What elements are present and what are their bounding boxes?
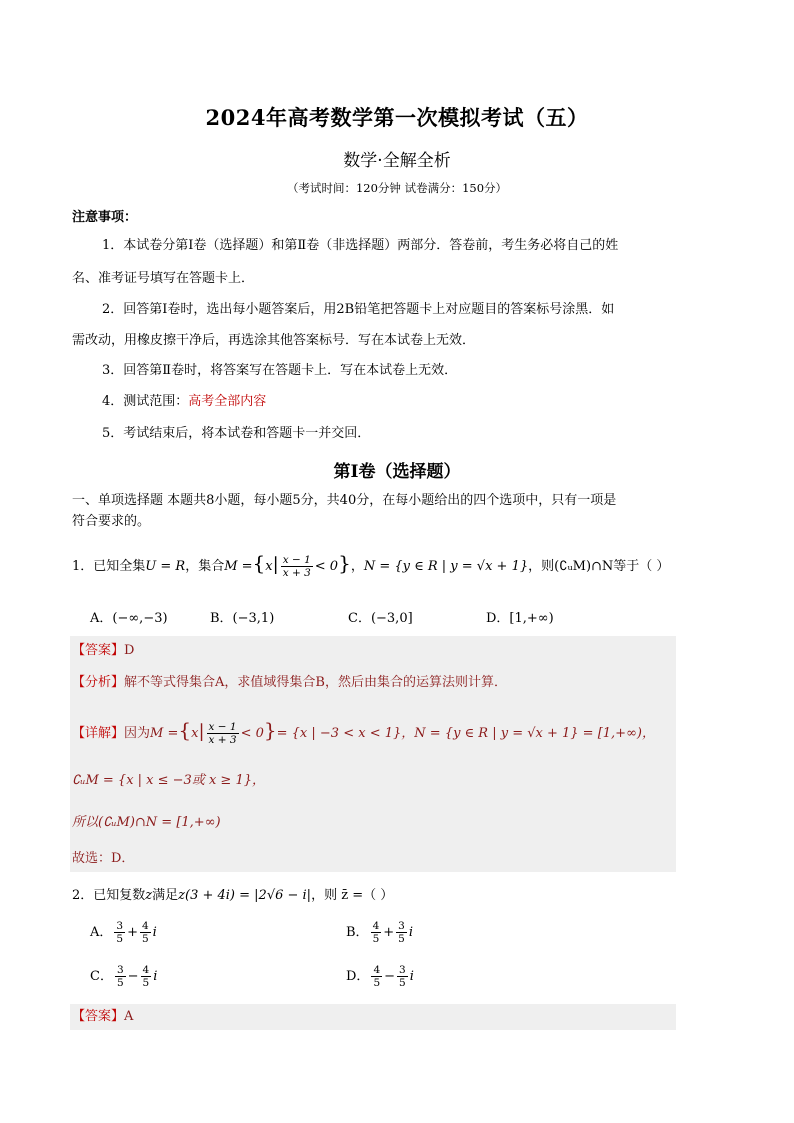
q2-option-b-op: + [383, 925, 395, 940]
test-scope: 高考全部内容 [188, 394, 267, 409]
q2-option-b-label: B． [346, 925, 369, 940]
q1-option-a: A．(−∞,−3) [90, 611, 168, 626]
note-item-1-line-1: 1．本试卷分第Ⅰ卷（选择题）和第Ⅱ卷（非选择题）两部分．答卷前，考生务必将自己的姓 [102, 238, 619, 253]
note-item-1-line-2: 名、准考证号填写在答题卡上． [72, 271, 255, 286]
q1-answer-value: D [124, 643, 135, 658]
q1-detail-fraction-den: x + 3 [208, 734, 237, 746]
q1-set-m-prefix: ，集合 [185, 559, 225, 574]
q1-brace-close: } [338, 551, 351, 575]
q1-detail-prefix: 因为 [124, 726, 151, 741]
q2-option-b-den-1: 5 [372, 933, 380, 945]
q1-analysis-text: 解不等式得集合A，求值域得集合B，然后由集合的运算法则计算． [124, 675, 507, 690]
section-intro-line-1: 一、单项选择题 本题共8小题，每小题5分，共40分，在每小题给出的四个选项中，只有一项是 [72, 493, 617, 508]
q2-option-d-frac-2 [397, 964, 408, 989]
q1-solution-block [70, 636, 676, 872]
q1-detail-ineq: < 0 [240, 726, 264, 741]
exam-time-info: （考试时间：120分钟 试卷满分：150分） [286, 181, 508, 195]
q2-option-d [346, 964, 414, 989]
q2-option-c-frac-2 [141, 964, 152, 989]
note-item-4 [102, 392, 712, 412]
q2-option-c-i: i [153, 969, 158, 984]
q1-detail-mid: = {x | −3 < x < 1}， [276, 726, 415, 741]
q2-stem-suffix: ，则 z̄ =（ ） [311, 888, 394, 903]
q2-option-b-i: i [408, 925, 414, 940]
q2-option-d-i: i [409, 969, 414, 984]
q2-answer-tag: 【答案】 [72, 1009, 125, 1024]
q1-set-var: x [265, 559, 273, 574]
q1-analysis [72, 673, 682, 693]
q2-option-d-frac-1 [371, 964, 382, 989]
q2-option-b-den-2: 5 [398, 933, 405, 945]
q2-option-d-den-1: 5 [373, 977, 381, 989]
q2-option-a-frac-1 [114, 920, 125, 945]
q1-universal-set: U = R [145, 559, 186, 574]
q1-stem: 1．已知全集U = R，集合M ={x| $\frac{x - 1}{x + 3}$ < 0}，N = {y ∈ R | y = √x + 1}，则(∁ᵤM)∩N等于（ ） [72, 551, 670, 579]
q2-stem-mid: 满足 [152, 888, 179, 903]
note-item-5: 5．考试结束后，将本试卷和答题卡一并交回． [102, 426, 371, 441]
q2-option-c-den-2: 5 [142, 977, 150, 989]
section-intro-line-2: 符合要求的。 [72, 514, 151, 529]
q2-option-a-label: A． [90, 925, 113, 940]
q2-option-b-frac-2 [396, 920, 407, 945]
q2-option-a-num-2: 4 [141, 920, 149, 932]
q2-stem [72, 884, 682, 908]
q2-answer-value: A [124, 1009, 134, 1024]
q2-option-d-op: − [384, 969, 396, 984]
q2-option-a-num-1: 3 [116, 920, 124, 932]
q1-option-d: D．[1,+∞) [486, 611, 554, 626]
q1-bar: | [272, 554, 279, 575]
q1-brace-open: { [252, 551, 266, 575]
q2-equation: z(3 + 4i) = |2√6 − i| [178, 888, 312, 903]
q1-set-n: N = {y ∈ R | y = √x + 1} [363, 559, 529, 574]
q1-detail-brace-close: } [263, 718, 277, 742]
q2-option-a-op: + [127, 925, 138, 940]
q2-option-c-op: − [127, 969, 139, 984]
q1-answer [72, 641, 682, 661]
q1-m-label: M = [224, 559, 253, 574]
q1-detail-m: M = [150, 726, 179, 741]
q2-option-d-num-1: 4 [373, 964, 381, 976]
q1-choose-line: 故选：D． [72, 851, 135, 866]
q2-option-b-num-1: 4 [372, 920, 380, 932]
section-title: 第Ⅰ卷（选择题） [333, 462, 461, 482]
note-item-2-line-2: 需改动，用橡皮擦干净后，再选涂其他答案标号．写在本试卷上无效． [72, 333, 476, 348]
q2-option-b [346, 920, 413, 945]
q1-fraction-den: x + 3 [282, 567, 311, 579]
q2-stem-prefix: 2．已知复数 [72, 888, 146, 903]
q2-option-a-i: i [152, 925, 157, 940]
q2-option-a [90, 920, 157, 945]
q2-option-a-den-2: 5 [141, 933, 149, 945]
note-item-4-prefix: 4．测试范围： [102, 394, 189, 409]
q2-option-b-frac-1 [371, 920, 382, 945]
q2-var-z: z [145, 888, 153, 903]
q1-detail-var: x [191, 726, 199, 741]
q1-answer-tag: 【答案】 [72, 643, 125, 658]
q2-option-c-num-1: 3 [116, 964, 124, 976]
q1-complement-line: ∁ᵤM = {x | x ≤ −3或 x ≥ 1}， [72, 773, 265, 788]
q1-detail-fraction-num: x − 1 [208, 721, 237, 733]
q1-option-c: C．(−3,0] [348, 611, 413, 626]
q1-detail-fraction [207, 721, 239, 746]
q2-option-c [90, 964, 157, 989]
q1-option-b: B．(−3,1) [210, 611, 275, 626]
q1-fraction-num: x − 1 [282, 554, 311, 566]
page-subtitle: 数学·全解全析 [343, 151, 451, 171]
q1-detail [72, 717, 682, 747]
q2-option-d-label: D． [346, 969, 370, 984]
note-item-3: 3．回答第Ⅱ卷时，将答案写在答题卡上．写在本试卷上无效． [102, 363, 458, 378]
q2-option-c-label: C． [90, 969, 113, 984]
page-title: 2024年高考数学第一次模拟考试（五） [205, 105, 589, 130]
note-item-2-line-1: 2．回答第Ⅰ卷时，选出每小题答案后，用2B铅笔把答题卡上对应题目的答案标号涂黑．如 [102, 302, 615, 317]
q1-ineq: < 0 [314, 559, 339, 574]
q1-stem-prefix: 1．已知全集 [72, 559, 146, 574]
q1-detail-n: N = {y ∈ R | y = √x + 1} = [1,+∞)， [414, 726, 655, 741]
notes-heading: 注意事项： [72, 210, 138, 225]
q1-detail-bar: | [198, 721, 205, 742]
q1-fraction [281, 554, 313, 579]
q1-analysis-tag: 【分析】 [72, 675, 125, 690]
q2-option-b-num-2: 3 [398, 920, 405, 932]
q2-answer [72, 1007, 682, 1027]
q1-detail-tag: 【详解】 [72, 726, 125, 741]
q2-option-d-num-2: 3 [399, 964, 406, 976]
q2-option-d-den-2: 5 [399, 977, 406, 989]
q1-stem-suffix: ，则(∁ᵤM)∩N等于（ ） [528, 559, 670, 574]
q2-option-c-den-1: 5 [116, 977, 124, 989]
q1-detail-brace-open: { [178, 718, 192, 742]
q2-option-c-num-2: 4 [142, 964, 150, 976]
q2-option-a-den-1: 5 [116, 933, 124, 945]
q2-option-c-frac-1 [115, 964, 126, 989]
q1-so-line: 所以(∁ᵤM)∩N = [1,+∞) [72, 815, 221, 830]
q2-option-a-frac-2 [140, 920, 151, 945]
